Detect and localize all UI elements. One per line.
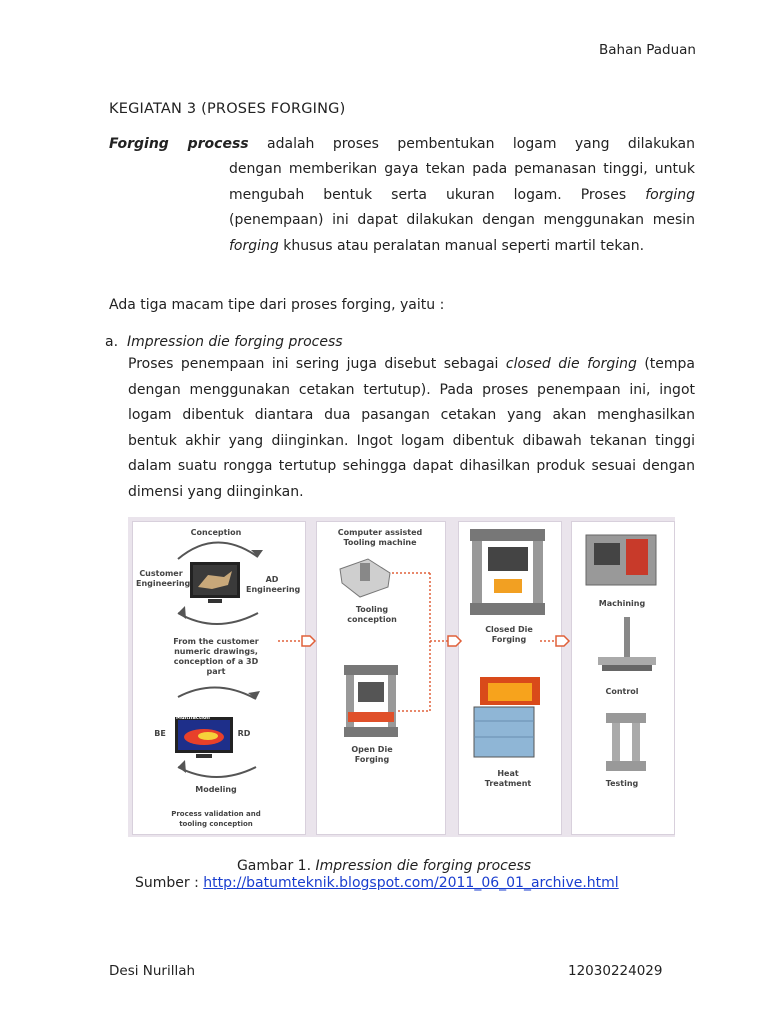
label-testing: Testing (605, 779, 639, 788)
label-open-die: Open Die Forging (351, 745, 393, 764)
forging-process-figure (128, 517, 675, 837)
label-ad-engineering: AD Engineering (246, 575, 301, 594)
label-be: BE (154, 729, 166, 738)
footer-id: 12030224029 (568, 963, 663, 979)
label-computer-assisted: Computer assisted Tooling machine (337, 528, 423, 547)
list-item-a (105, 334, 343, 350)
paragraph-2: Proses penempaan ini sering juga disebut sebagai closed die forging (tempa dengan menggunakan cetakan tertutup). Pada proses penempaan ini, ingot logam dibentuk diantara dua pasangan cetakan yang akan menghasilkan bentuk akhir yang diinginkan. Ingot logam dibentuk dibawah tekanan tinggi dalam suatu rongga tertutup sehingga dapat dihasilkan produk sesuai dengan dimensi yang diinginkan. (128, 356, 695, 500)
paragraph-1-body: dengan memberikan gaya tekan pada pemanasan tinggi, untuk mengubah bentuk serta ukuran logam. Proses forging (penempaan) ini dapat dilakukan dengan menggunakan mesin forging khusus atau peralatan manual seperti martil tekan. (229, 161, 695, 254)
list-item-title: Impression die forging process (127, 334, 343, 350)
label-heat-treatment: Heat Treatment (484, 769, 532, 788)
label-control: Control (605, 687, 639, 696)
figure-source: Sumber : http://batumteknik.blogspot.com/2011_06_01_archive.html (135, 875, 619, 891)
label-multifaction: Multifaction (176, 715, 210, 721)
figure-caption: Gambar 1. Impression die forging process (236, 858, 532, 874)
figure-caption-title: Impression die forging process (315, 858, 532, 874)
label-conception: Conception (190, 528, 242, 537)
list-label: a. (105, 334, 119, 350)
paragraph-1-line1-text: adalah proses pembentukan logam yang dilakukan (248, 136, 695, 152)
label-customer-engineering: Customer Engineering (136, 569, 191, 588)
label-process-validation: Process validation and tooling conception (171, 810, 261, 828)
flow-arrow-icon (302, 636, 315, 646)
label-machining: Machining (598, 599, 646, 608)
label-closed-die: Closed Die Forging (485, 625, 533, 644)
label-tooling-conception: Tooling conception (347, 605, 397, 624)
closed-die-press-icon (472, 531, 482, 613)
footer-author: Desi Nurillah (109, 963, 196, 979)
paragraph-1-first-line (109, 132, 695, 158)
page-header-title: Bahan Paduan (599, 42, 696, 58)
label-modeling: Modeling (195, 785, 237, 794)
term-forging-process: Forging process (109, 136, 249, 152)
cycle-arrow-icon (178, 542, 258, 559)
open-die-press-icon (346, 667, 354, 737)
testing-icon (606, 713, 646, 723)
label-from-customer: From the customer numeric drawings, conception of a 3D part (173, 637, 259, 676)
label-rd: RD (237, 729, 251, 738)
intro-text: Ada tiga macam tipe dari proses forging, yaitu : (109, 297, 445, 313)
source-link[interactable]: http://batumteknik.blogspot.com/2011_06_01_archive.html (203, 875, 619, 891)
section-heading: KEGIATAN 3 (PROSES FORGING) (109, 101, 346, 117)
quench-tank-icon (474, 707, 534, 757)
